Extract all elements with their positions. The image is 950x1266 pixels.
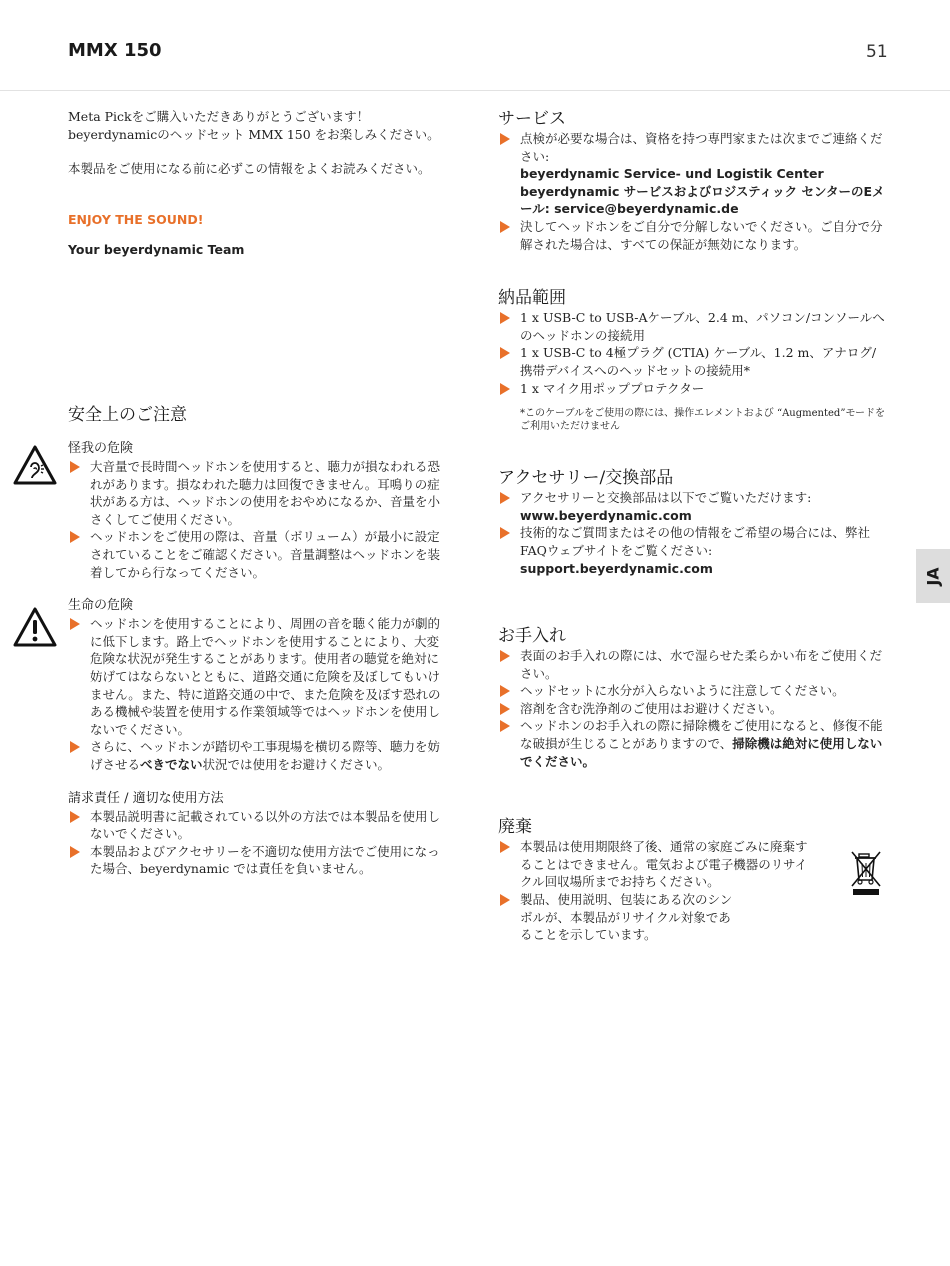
bullet-arrow-icon bbox=[70, 618, 80, 630]
bullet-arrow-icon bbox=[500, 527, 510, 539]
list-item: 技術的なご質問またはその他の情報をご希望の場合には、弊社FAQウェブサイトをご覧ください: support.beyerdynamic.com bbox=[498, 524, 888, 577]
bullet-arrow-icon bbox=[500, 133, 510, 145]
slogan: ENJOY THE SOUND! bbox=[68, 211, 204, 227]
right-column bbox=[498, 108, 888, 944]
list-item: 決してヘッドホンをご自分で分解しないでください。ご自分で分解された場合は、すべての保証が無効になります。 bbox=[498, 218, 888, 253]
bullet-arrow-icon bbox=[500, 703, 510, 715]
delivery-footnote: *このケーブルをご使用の際には、操作エレメントおよび “Augmented”モードをご利用いただけません bbox=[520, 408, 886, 433]
bullet-arrow-icon bbox=[70, 461, 80, 473]
read-notice: 本製品をご使用になる前に必ずこの情報をよくお読みください。 bbox=[68, 161, 431, 177]
list-item: 1 x USB-C to 4極プラグ (CTIA) ケーブル、1.2 m、アナログ/携帯デバイスへのヘッドセットの接続用* bbox=[498, 344, 888, 379]
list-item: ヘッドホンを使用することにより、周囲の音を聴く能力が劇的に低下します。路上でヘッドホンを使用することにより、大変危険な状況が発生することがあります。使用者の聴覚を絶対に妨げてはならないとともに、道路交通に危険を及ぼしてもいけません。また、特に道路交通の中で、また危険を及ぼす恐れのある機械や装置を使用する作業領域等ではヘッドホンを使用しないでください。 bbox=[68, 615, 450, 738]
list-item: 溶剤を含む洗浄剤のご使用はお避けください。 bbox=[498, 700, 888, 718]
disposal-heading: 廃棄 bbox=[498, 817, 532, 838]
bullet-arrow-icon bbox=[500, 685, 510, 697]
language-tab bbox=[916, 549, 950, 603]
list-item: 表面のお手入れの際には、水で湿らせた柔らかい布をご使用ください。 bbox=[498, 647, 888, 682]
list-item: ヘッドホンをご使用の際は、音量（ボリューム）が最小に設定されていることをご確認ください。音量調整はヘッドホンを装着してから行なってください。 bbox=[68, 528, 450, 581]
life-list bbox=[68, 615, 450, 773]
accessories-heading: アクセサリー/交換部品 bbox=[498, 468, 674, 489]
disposal-section bbox=[498, 816, 808, 944]
bullet-arrow-icon bbox=[500, 720, 510, 732]
support-link: support.beyerdynamic.com bbox=[520, 560, 713, 576]
list-item: 点検が必要な場合は、資格を持つ専門家または次までご連絡ください: beyerdynamic Service- und Logistik Center beyerdynamic サービスおよびロジスティック センターのEメール: service@beyerdynamic.de bbox=[498, 130, 888, 218]
list-item: アクセサリーと交換部品は以下でご覧いただけます: www.beyerdynamic.com bbox=[498, 489, 888, 524]
thanks-line-2: beyerdynamicのヘッドセット MMX 150 をお楽しみください。 bbox=[68, 126, 440, 142]
list-item: ヘッドセットに水分が入らないように注意してください。 bbox=[498, 682, 888, 700]
injury-heading: 怪我の危険 bbox=[68, 441, 134, 456]
general-warning-icon bbox=[12, 606, 58, 648]
service-section bbox=[498, 108, 888, 253]
list-item: 1 x USB-C to USB-Aケーブル、2.4 m、パソコン/コンソールへのヘッドホンの接続用 bbox=[498, 309, 888, 344]
bullet-arrow-icon bbox=[500, 312, 510, 324]
accessories-link: www.beyerdynamic.com bbox=[520, 507, 692, 523]
bullet-arrow-icon bbox=[70, 741, 80, 753]
care-list bbox=[498, 647, 888, 770]
service-heading: サービス bbox=[498, 109, 566, 129]
left-column bbox=[68, 108, 450, 877]
disposal-list bbox=[498, 838, 808, 944]
page-number: 51 bbox=[866, 42, 888, 62]
bullet-arrow-icon bbox=[500, 650, 510, 662]
delivery-heading: 納品範囲 bbox=[498, 288, 566, 309]
list-item: 本製品説明書に記載されている以外の方法では本製品を使用しないでください。 bbox=[68, 808, 450, 843]
list-item: 本製品は使用期限終了後、通常の家庭ごみに廃棄することはできません。電気および電子機器のリサイクル回収場所までお持ちください。 bbox=[498, 838, 808, 891]
bullet-arrow-icon bbox=[500, 347, 510, 359]
list-item: 製品、使用説明、包装にある次のシンボルが、本製品がリサイクル対象であることを示しています。 bbox=[498, 891, 738, 944]
service-list bbox=[498, 130, 888, 253]
bullet-arrow-icon bbox=[70, 846, 80, 858]
bullet-arrow-icon bbox=[500, 841, 510, 853]
hearing-warning-icon bbox=[12, 444, 58, 486]
bullet-arrow-icon bbox=[500, 492, 510, 504]
delivery-section bbox=[498, 287, 888, 433]
page-header bbox=[0, 0, 950, 91]
language-tab-label: JA bbox=[923, 566, 943, 586]
life-heading: 生命の危険 bbox=[68, 598, 134, 614]
list-item: 1 x マイク用ポッププロテクター bbox=[498, 380, 888, 398]
care-heading: お手入れ bbox=[498, 626, 566, 647]
accessories-section bbox=[498, 467, 888, 577]
injury-block bbox=[68, 440, 450, 581]
team-signature: Your beyerdynamic Team bbox=[68, 241, 245, 257]
care-section bbox=[498, 625, 888, 770]
bullet-arrow-icon bbox=[70, 811, 80, 823]
safety-section bbox=[68, 404, 450, 878]
accessories-list bbox=[498, 489, 888, 577]
list-item: 本製品およびアクセサリーを不適切な使用方法でご使用になった場合、beyerdynamic では責任を負いません。 bbox=[68, 843, 450, 878]
delivery-list bbox=[498, 309, 888, 397]
liability-heading: 請求責任 / 適切な使用方法 bbox=[68, 790, 224, 806]
list-item: 大音量で長時間ヘッドホンを使用すると、聴力が損なわれる恐れがあります。損なわれた聴力は回復できません。耳鳴りの症状がある方は、ヘッドホンの使用をおやめになるか、音量を小さくしてご使用ください。 bbox=[68, 458, 450, 528]
crossed-out-bin-icon bbox=[850, 850, 882, 896]
life-block bbox=[68, 597, 450, 773]
bullet-arrow-icon bbox=[500, 383, 510, 395]
list-item: ヘッドホンのお手入れの際に掃除機をご使用になると、修復不能な破損が生じることがありますので、掃除機は絶対に使用しないでください。 bbox=[498, 717, 888, 770]
liability-block bbox=[68, 790, 450, 878]
bullet-arrow-icon bbox=[70, 531, 80, 543]
bullet-arrow-icon bbox=[500, 221, 510, 233]
liability-list bbox=[68, 808, 450, 878]
thanks-line-1: Meta Pickをご購入いただきありがとうございます！ bbox=[68, 109, 370, 124]
safety-heading: 安全上のご注意 bbox=[68, 405, 187, 425]
intro-section bbox=[68, 108, 450, 258]
document-title: MMX 150 bbox=[68, 40, 162, 61]
bullet-arrow-icon bbox=[500, 894, 510, 906]
list-item: さらに、ヘッドホンが踏切や工事現場を横切る際等、聴力を妨げさせるべきでない状況では使用をお避けください。 bbox=[68, 738, 450, 773]
injury-list bbox=[68, 458, 450, 581]
